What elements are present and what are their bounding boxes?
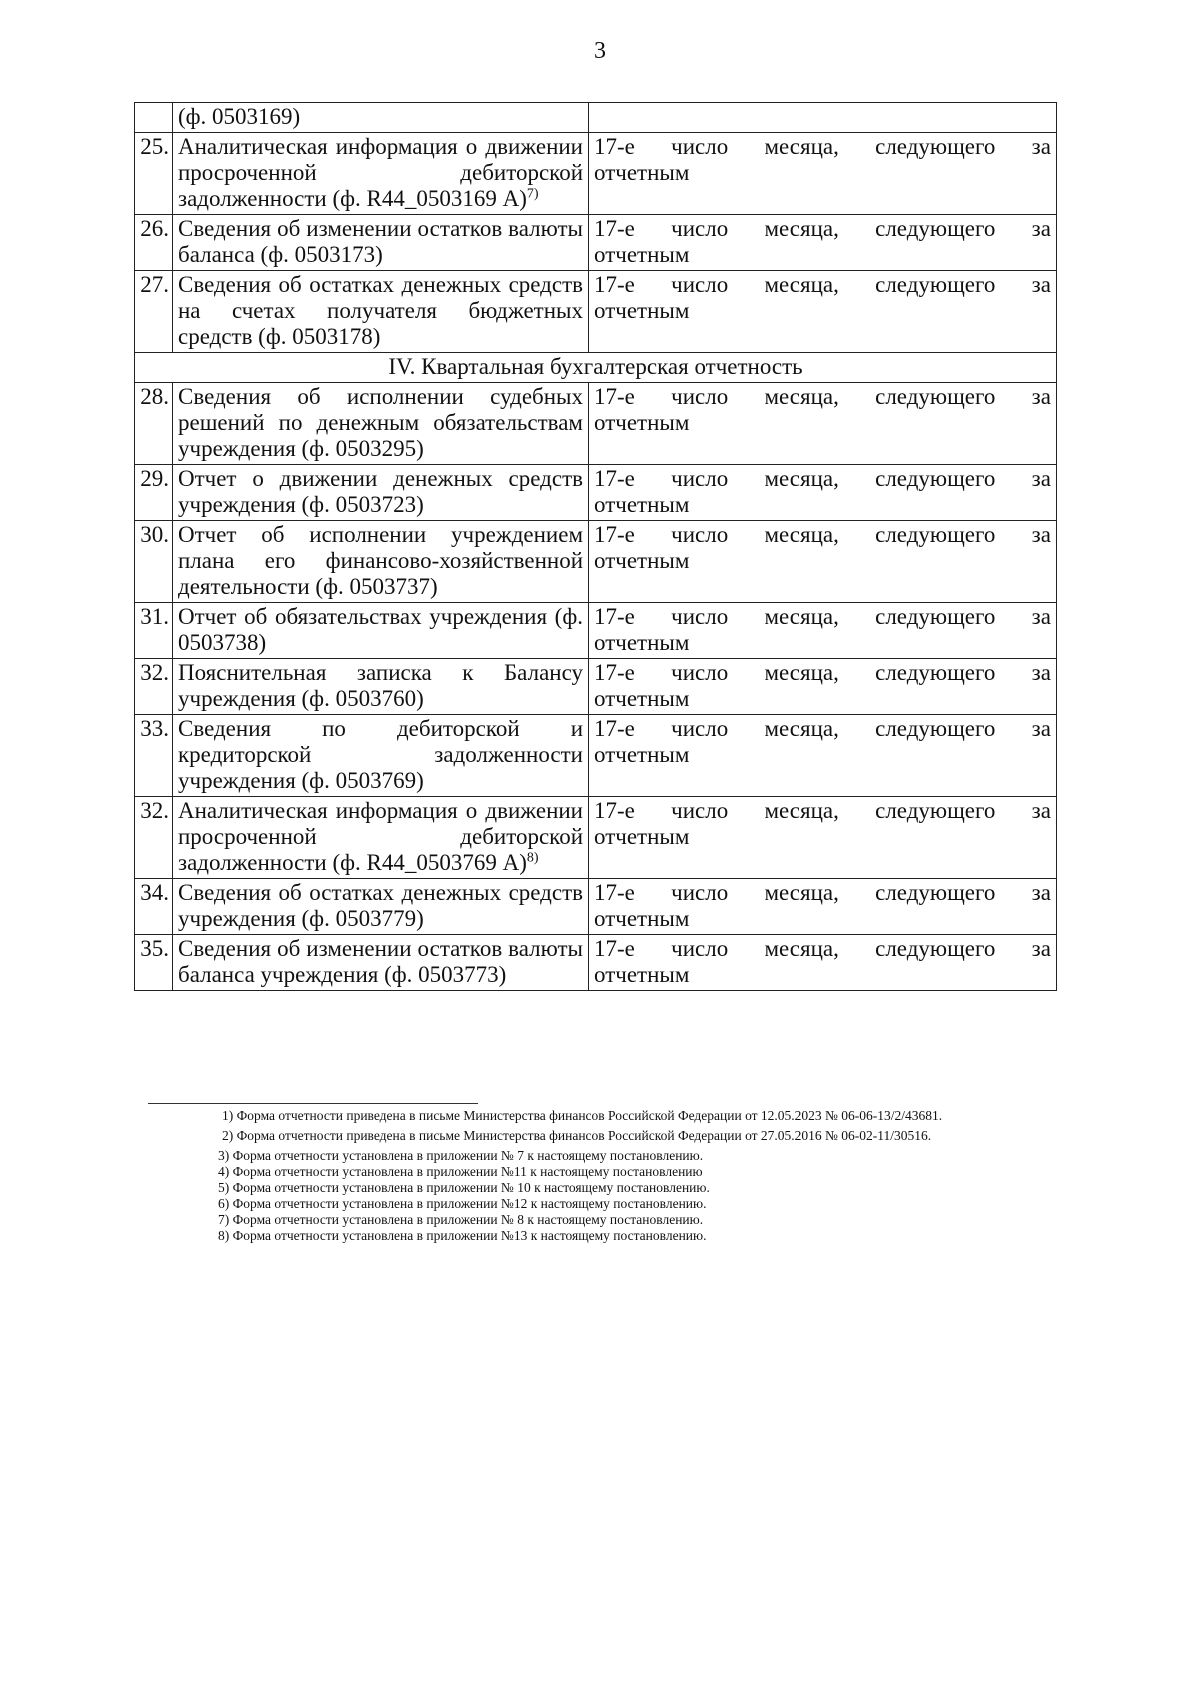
deadline-word: следующего [875,936,996,961]
table-row [135,521,1057,603]
footnote-reference: 7) [526,186,539,202]
deadline-first-line [594,134,1051,160]
deadline-cell [589,215,1057,271]
deadline-word: 17-е [594,936,635,961]
deadline-first-line [594,522,1051,548]
footnote-item: 8) Форма отчетности установлена в приложении №13 к настоящему постановлению. [218,1228,707,1243]
deadline-word: число [671,216,729,241]
table-row [135,271,1057,353]
deadline-word: число [671,384,729,409]
form-name-text: Сведения об остатках денежных средств учреждения (ф. 0503779) [178,880,583,931]
form-name-cell [173,133,589,215]
deadline-word: за [1031,216,1051,241]
deadline-word: за [1031,272,1051,297]
deadline-second-line: отчетным [594,686,690,711]
form-name-cell [173,935,589,991]
deadline-word: месяца, [764,798,839,823]
form-name-text: Отчет об обязательствах учреждения (ф. 0503738) [178,604,583,655]
deadline-word: месяца, [764,272,839,297]
deadline-cell [589,521,1057,603]
form-name-text: Сведения по дебиторской и кредиторской задолженности учреждения (ф. 0503769) [178,716,583,793]
deadline-word: число [671,134,729,159]
deadline-second-line: отчетным [594,824,690,849]
deadline-word: следующего [875,466,996,491]
deadline-word: число [671,466,729,491]
deadline-word: за [1031,466,1051,491]
section-title: IV. Квартальная бухгалтерская отчетность [135,353,1057,383]
deadline-word: следующего [875,604,996,629]
deadline-second-line: отчетным [594,962,690,987]
deadline-word: месяца, [764,216,839,241]
deadline-word: за [1031,134,1051,159]
deadline-word: 17-е [594,384,635,409]
form-name-cell [173,215,589,271]
deadline-cell [589,271,1057,353]
deadline-word: за [1031,880,1051,905]
deadline-word: месяца, [764,936,839,961]
footnote-item: 1) Форма отчетности приведена в письме Министерства финансов Российской Федерации от 12.05.2023 № 06-06-13/2/43681. [222,1108,943,1123]
deadline-word: месяца, [764,604,839,629]
deadline-cell [589,103,1057,133]
row-number-cell: 26. [135,215,173,271]
deadline-first-line [594,936,1051,962]
table-body [135,103,1057,991]
deadline-first-line [594,716,1051,742]
deadline-word: следующего [875,134,996,159]
deadline-word: месяца, [764,716,839,741]
row-number-cell: 31. [135,603,173,659]
deadline-word: месяца, [764,134,839,159]
deadline-word: число [671,272,729,297]
deadline-word: 17-е [594,272,635,297]
deadline-word: 17-е [594,522,635,547]
row-number-cell: 35. [135,935,173,991]
table-row [135,383,1057,465]
table-row [135,935,1057,991]
table-row [135,797,1057,879]
deadline-word: за [1031,936,1051,961]
deadline-cell [589,879,1057,935]
form-name-text: Отчет о движении денежных средств учреждения (ф. 0503723) [178,466,583,517]
form-name-cell [173,659,589,715]
deadline-cell [589,715,1057,797]
deadline-cell [589,465,1057,521]
row-number-cell: 32. [135,797,173,879]
form-name-cell [173,465,589,521]
deadline-word: за [1031,798,1051,823]
deadline-word: за [1031,660,1051,685]
deadline-word: 17-е [594,716,635,741]
table-row [135,465,1057,521]
deadline-second-line: отчетным [594,548,690,573]
footnote-divider [148,1103,478,1104]
form-name-cell [173,383,589,465]
deadline-word: 17-е [594,880,635,905]
footnote-item: 5) Форма отчетности установлена в приложении № 10 к настоящему постановлению. [218,1180,710,1195]
form-name-cell [173,879,589,935]
form-name-cell: (ф. 0503169) [173,103,589,133]
footnote-reference: 8) [526,850,539,866]
deadline-word: следующего [875,272,996,297]
deadline-word: следующего [875,798,996,823]
deadline-second-line: отчетным [594,906,690,931]
deadline-cell [589,603,1057,659]
row-number-cell: 32. [135,659,173,715]
deadline-word: за [1031,604,1051,629]
deadline-second-line: отчетным [594,630,690,655]
footnote-item: 6) Форма отчетности установлена в приложении №12 к настоящему постановлению. [218,1196,707,1211]
deadline-first-line [594,216,1051,242]
deadline-word: 17-е [594,466,635,491]
deadline-first-line [594,798,1051,824]
table-row [135,215,1057,271]
form-name-text: Пояснительная записка к Балансу учреждения (ф. 0503760) [178,660,583,711]
deadline-second-line: отчетным [594,160,690,185]
deadline-word: 17-е [594,798,635,823]
deadline-second-line: отчетным [594,742,690,767]
footnotes-block [148,1108,1066,1244]
deadline-word: следующего [875,384,996,409]
form-name-text: Сведения об остатках денежных средств на счетах получателя бюджетных средств (ф. 0503178) [178,272,583,349]
deadline-first-line [594,466,1051,492]
deadline-word: месяца, [764,880,839,905]
deadline-word: следующего [875,522,996,547]
form-name-cell [173,271,589,353]
deadline-first-line [594,272,1051,298]
table-row [135,133,1057,215]
table-row [135,715,1057,797]
deadline-cell [589,383,1057,465]
form-name-text: Сведения об исполнении судебных решений по денежным обязательствам учреждения (ф. 0503295) [178,384,583,461]
row-number-cell: 25. [135,133,173,215]
row-number-cell: 28. [135,383,173,465]
deadline-cell [589,659,1057,715]
deadline-word: месяца, [764,466,839,491]
deadline-cell [589,797,1057,879]
table-row [135,879,1057,935]
form-name-cell [173,797,589,879]
form-name-text: Аналитическая информация о движении просроченной дебиторской задолженности (ф. R44_0503769 А) [178,798,583,875]
form-name-cell [173,603,589,659]
deadline-first-line [594,604,1051,630]
row-number-cell [135,103,173,133]
deadline-second-line: отчетным [594,298,690,323]
deadline-word: месяца, [764,660,839,685]
deadline-second-line: отчетным [594,492,690,517]
deadline-cell [589,133,1057,215]
deadline-word: следующего [875,880,996,905]
deadline-word: за [1031,384,1051,409]
form-name-text: Сведения об изменении остатков валюты баланса (ф. 0503173) [178,216,583,267]
deadline-word: 17-е [594,660,635,685]
form-name-text: Сведения об изменении остатков валюты баланса учреждения (ф. 0503773) [178,936,583,987]
section-header-row [135,353,1057,383]
form-name-cell [173,521,589,603]
deadline-word: 17-е [594,604,635,629]
row-number-cell: 29. [135,465,173,521]
deadline-word: число [671,880,729,905]
deadline-word: месяца, [764,522,839,547]
row-number-cell: 34. [135,879,173,935]
deadline-word: следующего [875,660,996,685]
row-number-cell: 30. [135,521,173,603]
deadline-first-line [594,660,1051,686]
page-number: 3 [594,38,606,64]
deadline-first-line [594,384,1051,410]
row-number-cell: 27. [135,271,173,353]
table-row [135,659,1057,715]
form-name-text: Аналитическая информация о движении просроченной дебиторской задолженности (ф. R44_0503169 А) [178,134,583,211]
deadline-word: месяца, [764,384,839,409]
deadline-second-line: отчетным [594,410,690,435]
footnote-item: 2) Форма отчетности приведена в письме Министерства финансов Российской Федерации от 27.05.2016 № 06-02-11/30516. [222,1128,932,1143]
deadline-word: число [671,604,729,629]
deadline-word: следующего [875,216,996,241]
deadline-word: число [671,936,729,961]
deadline-word: 17-е [594,134,635,159]
footnote-item: 4) Форма отчетности установлена в приложении №11 к настоящему постановлению [218,1164,703,1179]
deadline-word: за [1031,522,1051,547]
footnote-item: 3) Форма отчетности установлена в приложении № 7 к настоящему постановлению. [218,1148,704,1163]
table-row [135,603,1057,659]
deadline-word: за [1031,716,1051,741]
deadline-first-line [594,880,1051,906]
reporting-forms-table [134,102,1057,991]
form-name-text: Отчет об исполнении учреждением плана его финансово-хозяйственной деятельности (ф. 0503737) [178,522,583,599]
deadline-cell [589,935,1057,991]
footnote-item: 7) Форма отчетности установлена в приложении № 8 к настоящему постановлению. [218,1212,704,1227]
deadline-word: число [671,660,729,685]
deadline-word: 17-е [594,216,635,241]
deadline-word: число [671,522,729,547]
form-name-cell [173,715,589,797]
deadline-word: число [671,798,729,823]
deadline-word: число [671,716,729,741]
deadline-second-line: отчетным [594,242,690,267]
row-number-cell: 33. [135,715,173,797]
deadline-word: следующего [875,716,996,741]
table-row-continued [135,103,1057,133]
